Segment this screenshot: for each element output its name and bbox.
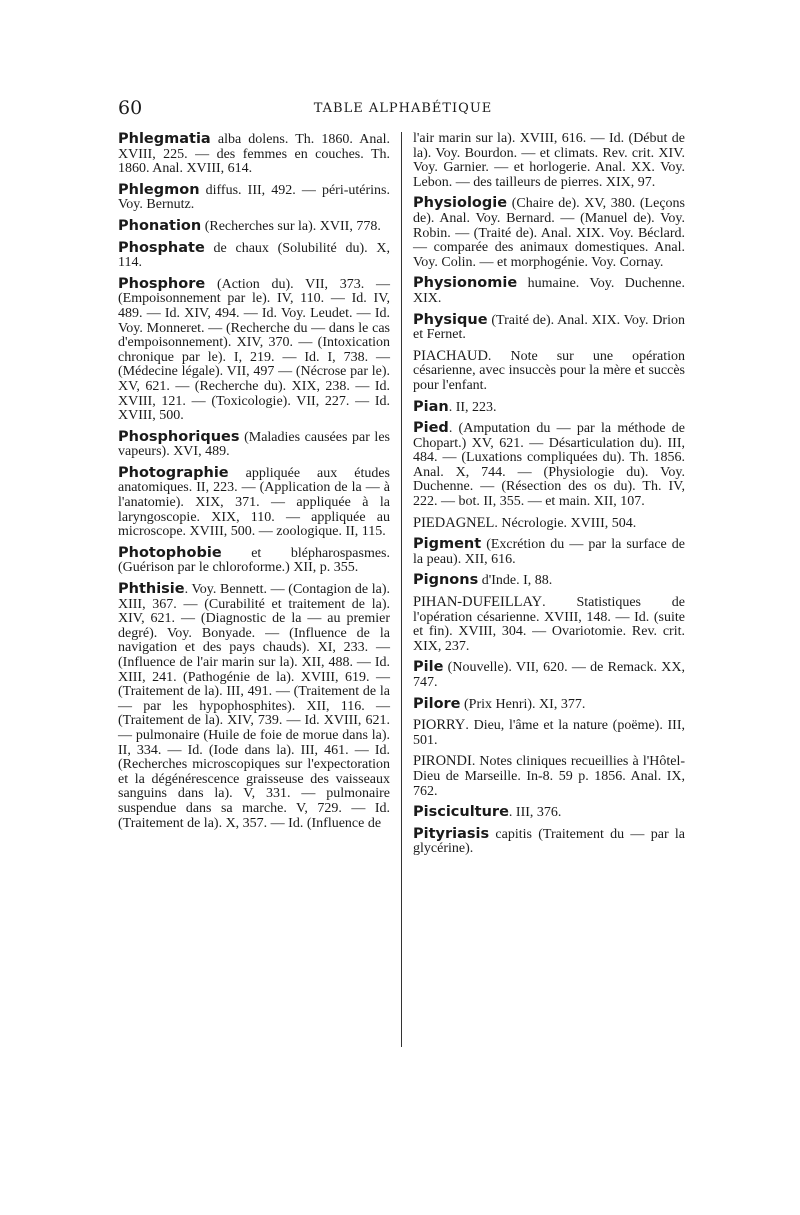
- index-entry: [413, 311, 689, 343]
- entry-text: de chaux (Solubilité du). X, 114.: [118, 240, 394, 271]
- index-entry: [118, 131, 394, 177]
- entry-text: . III, 376.: [508, 805, 562, 821]
- entry-headword: Phosphate: [118, 239, 205, 256]
- index-entry: [413, 573, 685, 589]
- left-column: [118, 131, 394, 837]
- entry-headword: PIRONDI: [413, 753, 472, 770]
- entry-headword: Physionomie: [413, 275, 518, 292]
- entry-headword: PIEDAGNEL: [413, 514, 495, 531]
- index-entry: [118, 181, 394, 213]
- index-entry: [118, 581, 394, 831]
- entry-text: d'Inde. I, 88.: [478, 573, 553, 589]
- entry-headword: Phlegmatia: [118, 131, 211, 147]
- index-entry: [413, 516, 685, 532]
- entry-text: (Prix Henri). XI, 377.: [460, 696, 586, 712]
- index-entry: [413, 594, 689, 654]
- entry-text: humaine. Voy. Duchenne. XIX.: [413, 276, 689, 306]
- entry-headword: Phthisie: [118, 581, 185, 598]
- index-entry: [413, 753, 689, 799]
- index-entry: [413, 400, 685, 416]
- entry-headword: PIACHAUD: [413, 347, 488, 364]
- entry-text: . Dieu, l'âme et la nature (poëme). III, 501.: [413, 718, 689, 748]
- entry-text: (Recherches sur la). XVII, 778.: [201, 218, 381, 234]
- entry-text: l'air marin sur la). XVIII, 616. — Id. (Début de la). Voy. Bourdon. — et climats. Rev. crit. XIV. Voy. Garnier. — et horlogerie. Anal. XX. Voy. Lebon. — des tailleurs de pierres. XIX, 97.: [413, 131, 689, 190]
- index-entry: [118, 428, 394, 460]
- entry-text: (Excrétion du — par la surface de la peau). XII, 616.: [413, 537, 689, 567]
- index-entry: [413, 195, 689, 270]
- entry-text: alba dolens. Th. 1860. Anal. XVIII, 225. — des femmes en couches. Th. 1860. Anal. XVIII, 614.: [118, 132, 394, 177]
- column-divider: [401, 132, 402, 1047]
- index-entry: [413, 659, 689, 690]
- index-entry: [118, 464, 394, 540]
- entry-headword: Phosphoriques: [118, 428, 240, 445]
- entry-text: (Nouvelle). VII, 620. — de Remack. XX, 747.: [413, 660, 689, 690]
- index-entry: [413, 275, 689, 306]
- entry-headword: Photophobie: [118, 544, 222, 561]
- index-entry: [118, 239, 394, 271]
- entry-text: appliquée aux études anatomiques. II, 223. — (Application de la — à l'anatomie). XIX, 371. — appliquée à la laryngoscopie. XIX, 110. — appliquée au microscope. XVIII, 500. — zoologique. II, 115.: [118, 465, 394, 540]
- entry-headword: PIHAN-DUFEILLAY: [413, 594, 543, 611]
- index-entry: [413, 717, 689, 748]
- entry-headword: Phosphore: [118, 275, 206, 292]
- entry-headword: Pisciculture: [413, 804, 509, 821]
- entry-headword: Phlegmon: [118, 181, 200, 198]
- page-number: 60: [118, 97, 143, 119]
- entry-text: . Nécrologie. XVIII, 504.: [494, 515, 637, 531]
- entry-headword: Photographie: [118, 464, 229, 481]
- entry-text: (Chaire de). XV, 380. (Leçons de). Anal. Voy. Bernard. — (Manuel de). Voy. Robin. — (Traité de). Anal. XIX. Voy. Béclard. — comparée des animaux domestiques. Anal. Voy. Colin. — et morphogénie. Voy. Cornay.: [413, 196, 689, 270]
- entry-headword: Pigment: [413, 536, 482, 553]
- entry-text: . Voy. Bennett. — (Contagion de la). XIII, 367. — (Curabilité et traitement de la). XIV, 621. — (Diagnostic de la — au premier degré). Voy. Bonyade. — (Influence de la navigation et des pays chauds). XI, 233. — (Influence de l'air marin sur la). XII, 488. — Id. XIII, 241. (Pathogénie de la). XVIII, 619. — (Traitement de la). III, 491. — (Traitement de la — par les hypophosphites). XII, 116. — (Traitement de la). XIV, 739. — Id. XVIII, 621. — pulmonaire (Huile de foie de morue dans la). II, 334. — Id. (Iode dans la). III, 461. — Id. (Recherches microscopiques sur l'expectoration et la dégénérescence graisseuse des vaisseaux sanguins dans la). V, 331. — pulmonaire suspendue dans sa marche. V, 729. — Id. (Traitement de la). X, 357. — Id. (Influence de: [118, 582, 394, 831]
- index-entry: [413, 697, 685, 713]
- index-entry: [413, 420, 689, 510]
- entry-text: (Maladies causées par les vapeurs). XVI, 489.: [118, 429, 394, 460]
- entry-headword: Pignons: [413, 572, 479, 589]
- entry-text: capitis (Traitement du — par la glycérine).: [413, 826, 689, 857]
- entry-headword: Pityriasis: [413, 825, 490, 842]
- index-entry: [413, 805, 685, 821]
- entry-text: (Action du). VII, 373. — (Empoisonnement par le). IV, 110. — Id. IV, 489. — Id. XIV, 494. — Id. Voy. Leudet. — Id. Voy. Monneret. — (Recherche du — dans le cas d'empoisonnement). XIV, 370. — (Intoxication chronique par le). I, 219. — Id. I, 738. — (Médecine légale). VII, 497 — (Nécrose par le). XV, 621. — (Recherche du). XIX, 238. — Id. XVIII, 121. — (Toxicologie). VII, 227. — Id. XVIII, 500.: [118, 276, 394, 424]
- entry-text: diffus. III, 492. — péri-utérins. Voy. Bernutz.: [118, 182, 394, 213]
- page-header: [118, 97, 688, 123]
- entry-text: . Note sur une opération césarienne, avec insuccès pour la mère et succès pour l'enfant.: [413, 348, 689, 393]
- entry-headword: PIORRY: [413, 717, 466, 734]
- entry-text: . Notes cliniques recueillies à l'Hôtel-Dieu de Marseille. In-8. 59 p. 1856. Anal. IX, 762.: [413, 754, 689, 799]
- entry-headword: Pilore: [413, 695, 461, 712]
- index-entry: [413, 347, 689, 394]
- index-entry: [413, 131, 689, 190]
- index-entry: [118, 219, 390, 235]
- entry-headword: Pied: [413, 420, 449, 437]
- entry-text: . II, 223.: [448, 399, 497, 415]
- entry-headword: Physique: [413, 311, 488, 328]
- entry-text: . Statistiques de l'opération césarienne. XVIII, 148. — Id. (suite et fin). XVIII, 304. — Ovariotomie. Rev. crit. XIX, 237.: [413, 595, 689, 654]
- entry-headword: Physiologie: [413, 195, 508, 212]
- entry-headword: Pile: [413, 659, 444, 676]
- entry-headword: Pian: [413, 398, 449, 415]
- entry-headword: Phonation: [118, 217, 202, 234]
- index-entry: [118, 544, 394, 576]
- index-entry: [413, 536, 689, 567]
- running-head: TABLE ALPHABÉTIQUE: [313, 101, 493, 116]
- entry-text: . (Amputation du — par la méthode de Chopart.) XV, 621. — Désarticulation du). III, 484. — (Luxations compliquées du). Th. 1856. Anal. X, 744. — (Physiologie du). Voy. Duchenne. — (Résection des os du). Th. IV, 222. — bot. II, 355. — et main. XII, 107.: [413, 421, 689, 510]
- entry-text: (Traité de). Anal. XIX. Voy. Drion et Fernet.: [413, 312, 689, 343]
- index-entry: [413, 825, 689, 857]
- index-entry: [118, 275, 394, 424]
- entry-text: et blépharospasmes. (Guérison par le chloroforme.) XII, p. 355.: [118, 545, 394, 576]
- right-column: [413, 131, 689, 863]
